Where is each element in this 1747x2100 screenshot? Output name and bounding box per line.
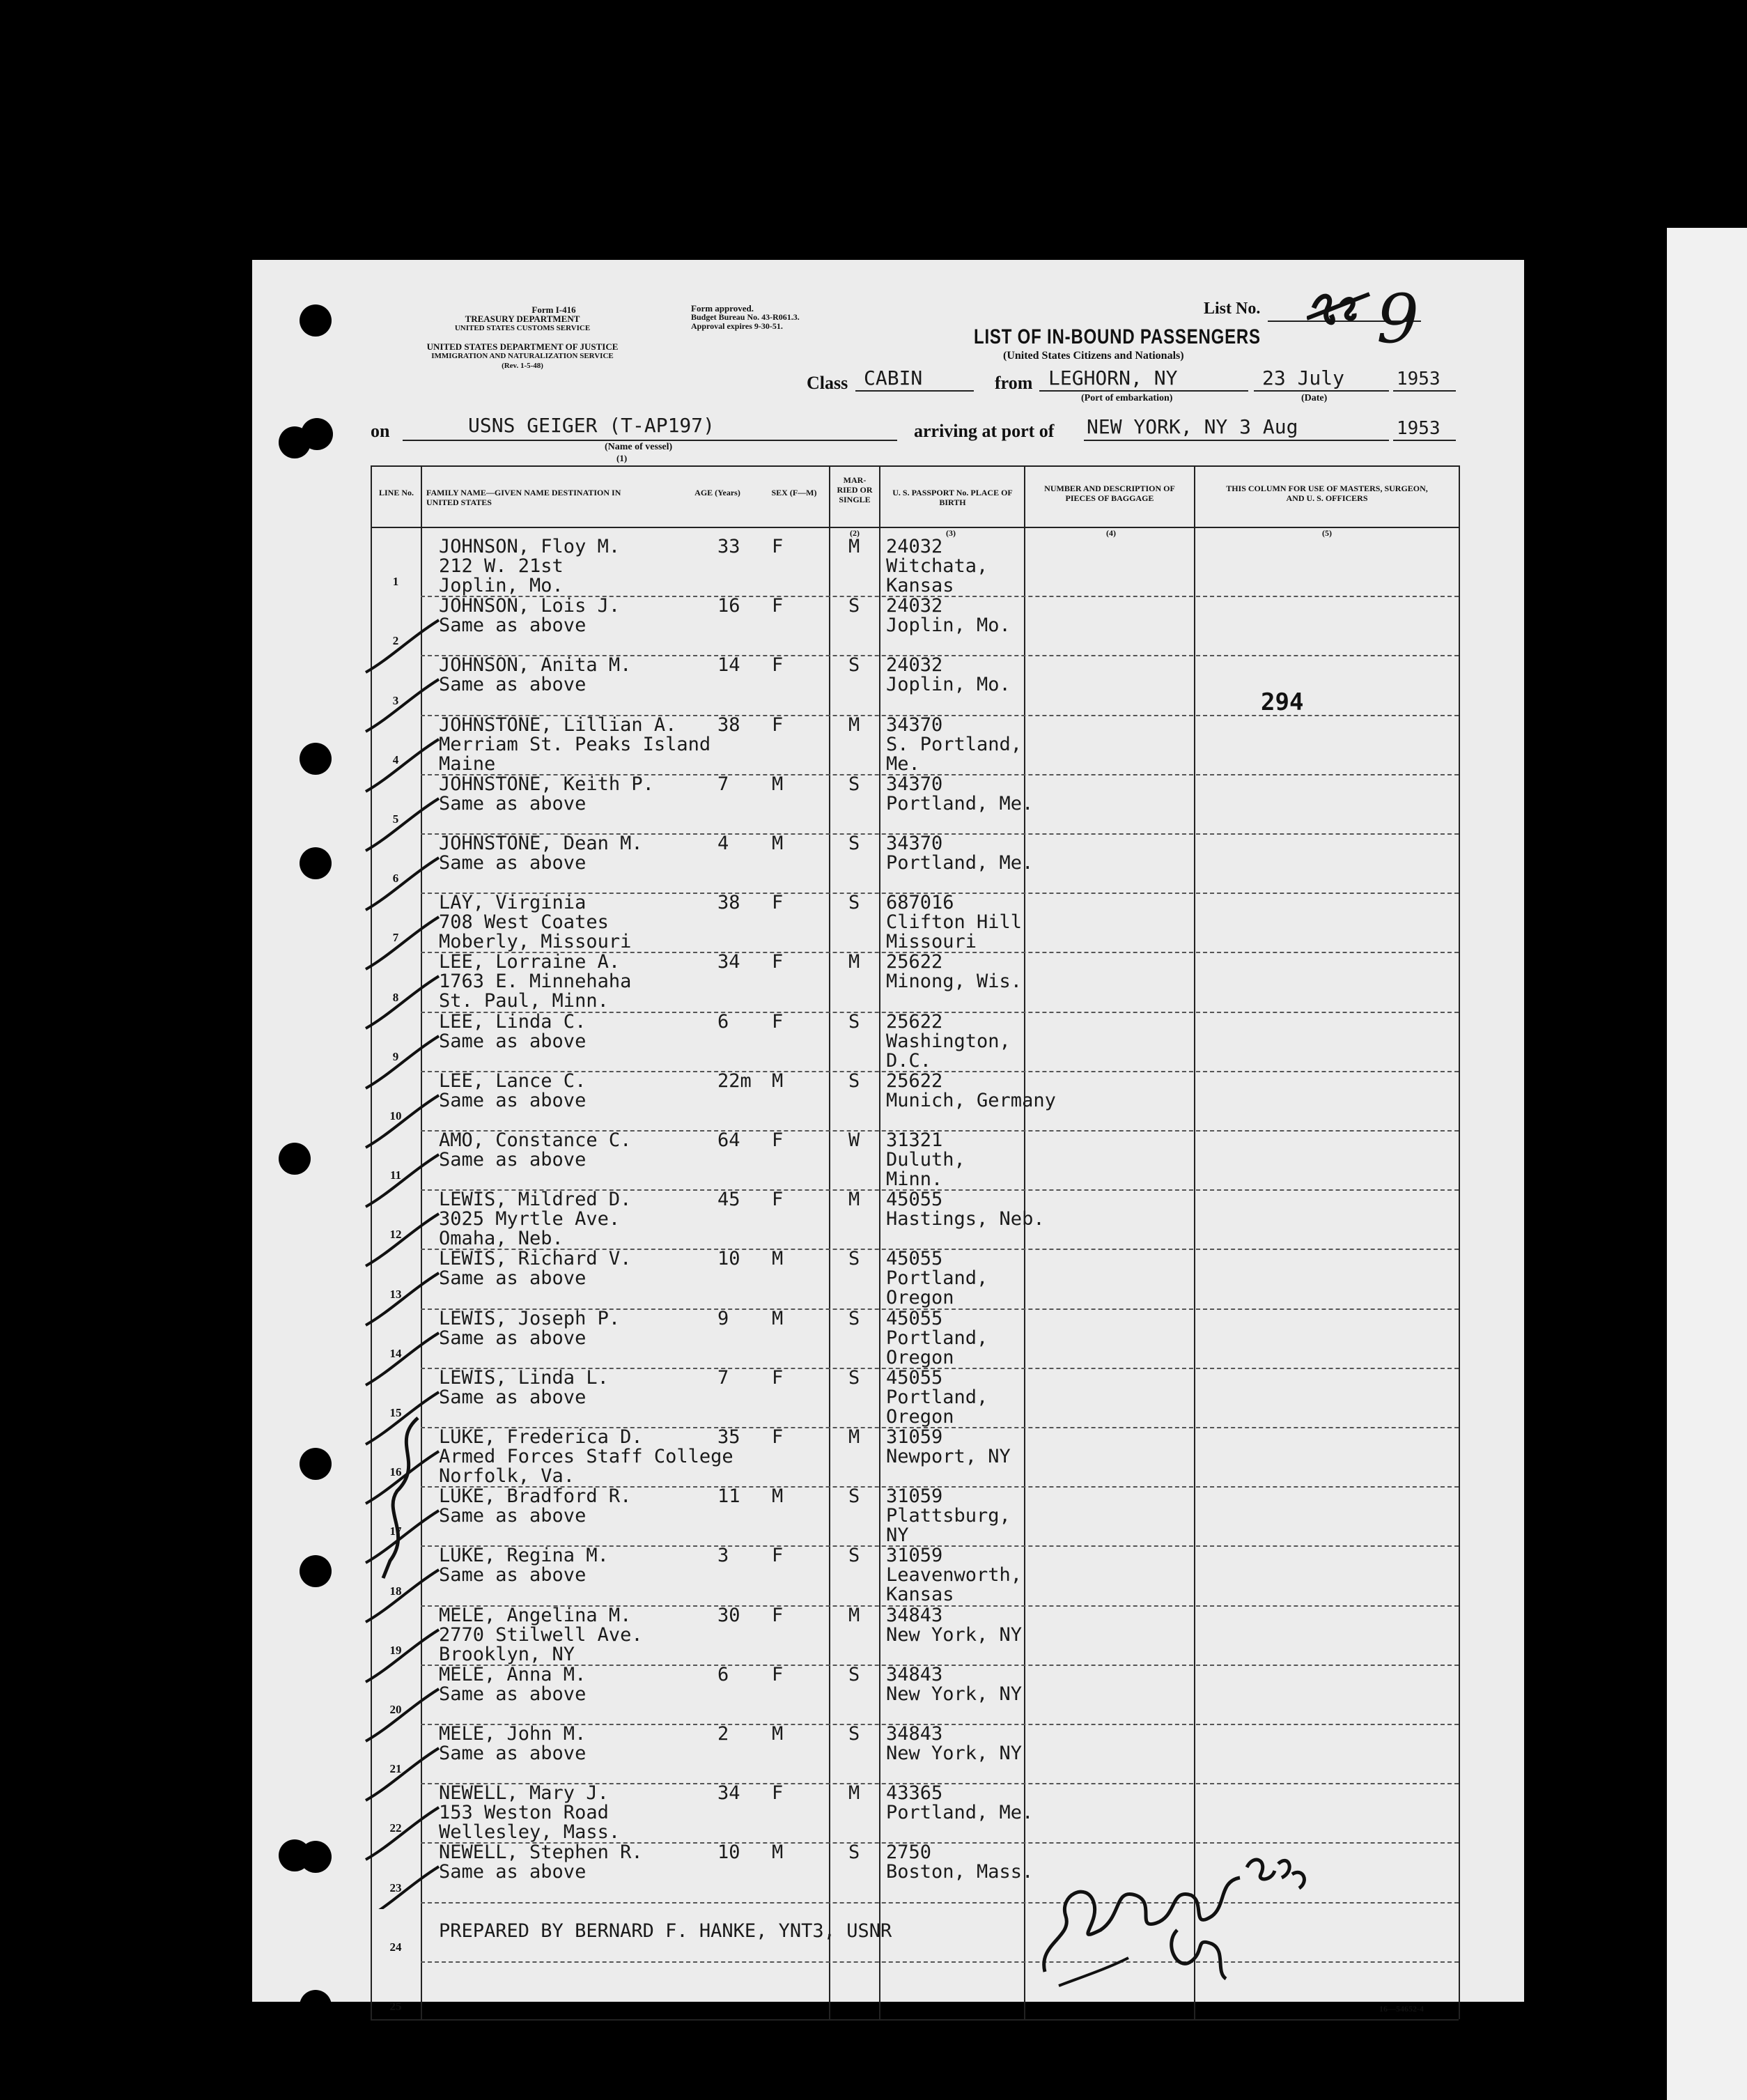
tick-mark <box>366 1748 439 1800</box>
passenger-age: 45 <box>717 1189 740 1210</box>
passenger-marital-status: S <box>848 1723 860 1745</box>
tick-mark <box>366 1867 439 1909</box>
passenger-sex: F <box>772 892 784 913</box>
place-of-birth: Clifton Hill <box>886 911 1023 933</box>
tick-mark <box>366 679 439 732</box>
date-underline <box>1254 390 1389 392</box>
passenger-destination: Same as above <box>439 1683 587 1705</box>
place-of-birth: New York, NY <box>886 1743 1023 1764</box>
passenger-name: JOHNSTONE, Lillian A. <box>439 714 677 736</box>
header-passport: U. S. PASSPORT No. PLACE OF BIRTH <box>892 488 1013 507</box>
passenger-sex: F <box>772 536 784 557</box>
passenger-age: 34 <box>717 1782 740 1804</box>
colno-5: (5) <box>1322 528 1332 538</box>
place-of-birth: Washington, <box>886 1030 1011 1052</box>
passport-number: 25622 <box>886 1011 943 1033</box>
header-baggage: NUMBER AND DESCRIPTION OF PIECES OF BAGGAGE <box>1044 484 1175 503</box>
line-number: 17 <box>389 1524 402 1538</box>
approval-expires: Approval expires 9-30-51. <box>691 321 783 331</box>
place-of-birth-line2: Oregon <box>886 1406 954 1428</box>
list-no-label: List No. <box>1204 300 1261 318</box>
class-value: CABIN <box>864 366 923 389</box>
place-of-birth: Portland, <box>886 1267 988 1289</box>
passenger-name: LEE, Lorraine A. <box>439 951 621 973</box>
passenger-name: LEWIS, Mildred D. <box>439 1189 632 1210</box>
passenger-age: 9 <box>717 1308 729 1329</box>
passport-number: 45055 <box>886 1308 943 1329</box>
customs-service: UNITED STATES CUSTOMS SERVICE <box>454 324 591 332</box>
line-number: 19 <box>389 1644 402 1657</box>
passport-number: 24032 <box>886 595 943 617</box>
passenger-marital-status: M <box>848 1189 860 1210</box>
line-number: 8 <box>392 991 399 1004</box>
from-underline <box>1039 390 1248 392</box>
passenger-destination: Same as above <box>439 1743 587 1764</box>
colno-2: (2) <box>850 528 860 538</box>
passport-number: 25622 <box>886 951 943 973</box>
document-subtitle: (United States Citizens and Nationals) <box>1003 350 1184 362</box>
table-bottom-rule <box>371 2019 1459 2021</box>
line-number: 18 <box>389 1584 402 1598</box>
binder-hole <box>300 304 332 337</box>
passenger-name: LUKE, Regina M. <box>439 1545 609 1566</box>
passenger-name: JOHNSON, Floy M. <box>439 536 621 557</box>
passenger-destination: 1763 E. Minnehaha <box>439 971 632 992</box>
port-of-embarkation: LEGHORN, NY <box>1048 366 1178 389</box>
arrival-year: 1953 <box>1397 418 1441 439</box>
passenger-name: LEWIS, Linda L. <box>439 1367 609 1389</box>
passenger-marital-status: S <box>848 773 860 795</box>
place-of-birth-line2: Kansas <box>886 575 954 596</box>
passport-number: 34370 <box>886 773 943 795</box>
passenger-marital-status: W <box>848 1129 860 1151</box>
passenger-destination: Same as above <box>439 852 587 874</box>
line-number: 7 <box>392 931 399 944</box>
passenger-sex: F <box>772 1426 784 1448</box>
port-caption: (Port of embarkation) <box>1081 393 1173 403</box>
passenger-sex: M <box>772 773 784 795</box>
passenger-destination: Same as above <box>439 1505 587 1527</box>
passenger-sex: F <box>772 1367 784 1389</box>
binder-hole <box>300 743 332 775</box>
line-number: 25 <box>389 2000 402 2013</box>
binder-hole <box>279 1143 311 1175</box>
passenger-sex: F <box>772 714 784 736</box>
place-of-birth: Duluth, <box>886 1149 965 1171</box>
place-of-birth: Portland, Me. <box>886 793 1034 814</box>
line-number: 3 <box>392 694 399 707</box>
place-of-birth: New York, NY <box>886 1683 1023 1705</box>
place-of-birth: New York, NY <box>886 1624 1023 1646</box>
vessel-caption: (Name of vessel) <box>605 442 673 452</box>
passport-number: 31059 <box>886 1426 943 1448</box>
passenger-destination: 708 West Coates <box>439 911 609 933</box>
header-officers: THIS COLUMN FOR USE OF MASTERS, SURGEON, AND U. S. OFFICERS <box>1226 484 1428 503</box>
passenger-marital-status: S <box>848 1664 860 1685</box>
tick-mark <box>366 1155 439 1207</box>
tick-mark <box>366 798 439 851</box>
passenger-sex: F <box>772 1782 784 1804</box>
passenger-age: 38 <box>717 714 740 736</box>
place-of-birth-line2: Oregon <box>886 1287 954 1308</box>
line-number: 5 <box>392 812 399 826</box>
colno-4: (4) <box>1106 528 1116 538</box>
passenger-name: LEE, Linda C. <box>439 1011 587 1033</box>
place-of-birth-line2: Missouri <box>886 931 977 952</box>
place-of-birth: Joplin, Mo. <box>886 674 1011 695</box>
passenger-name: LUKE, Frederica D. <box>439 1426 643 1448</box>
passenger-age: 30 <box>717 1605 740 1626</box>
passenger-age: 33 <box>717 536 740 557</box>
header-lineno: LINE No. <box>378 488 414 497</box>
place-of-birth: Portland, <box>886 1327 988 1349</box>
passenger-destination: Same as above <box>439 674 587 695</box>
passenger-marital-status: S <box>848 1367 860 1389</box>
colno-3: (3) <box>946 528 956 538</box>
passenger-sex: F <box>772 654 784 676</box>
passenger-destination: Merriam St. Peaks Island <box>439 734 711 755</box>
line-number: 22 <box>389 1821 402 1835</box>
header-name: FAMILY NAME—GIVEN NAME DESTINATION IN UNITED STATES <box>426 488 621 507</box>
tick-mark <box>366 976 439 1028</box>
year-underline <box>1393 390 1456 392</box>
place-of-birth: Joplin, Mo. <box>886 615 1011 636</box>
passenger-name: LEE, Lance C. <box>439 1070 587 1092</box>
tick-mark <box>366 1630 439 1682</box>
arriving-label: arriving at port of <box>914 421 1055 441</box>
passenger-sex: M <box>772 1723 784 1745</box>
passport-number: 34843 <box>886 1605 943 1626</box>
document-title: LIST OF IN-BOUND PASSENGERS <box>974 325 1261 348</box>
passenger-destination: Same as above <box>439 1149 587 1171</box>
passenger-sex: F <box>772 1664 784 1685</box>
passport-number: 34370 <box>886 714 943 736</box>
binder-hole <box>300 1448 332 1480</box>
tick-mark <box>366 1807 439 1860</box>
place-of-birth: Plattsburg, <box>886 1505 1011 1527</box>
passenger-age: 64 <box>717 1129 740 1151</box>
passenger-name: JOHNSTONE, Keith P. <box>439 773 654 795</box>
passport-number: 31059 <box>886 1485 943 1507</box>
from-label: from <box>995 373 1033 393</box>
passenger-age: 2 <box>717 1723 729 1745</box>
passenger-marital-status: S <box>848 1545 860 1566</box>
line-number: 15 <box>389 1406 402 1419</box>
list-no-value: 9 <box>1376 280 1420 358</box>
passenger-marital-status: S <box>848 833 860 854</box>
binder-hole <box>300 1555 332 1587</box>
place-of-birth: Portland, Me. <box>886 1802 1034 1823</box>
passport-number: 24032 <box>886 654 943 676</box>
line-number: 23 <box>389 1881 402 1894</box>
passenger-destination-line2: Norfolk, Va. <box>439 1465 575 1487</box>
passport-number: 31321 <box>886 1129 943 1151</box>
passenger-marital-status: S <box>848 1308 860 1329</box>
immigration-service: IMMIGRATION AND NATURALIZATION SERVICE <box>431 352 614 360</box>
passenger-name: AMO, Constance C. <box>439 1129 632 1151</box>
place-of-birth: Leavenworth, <box>886 1564 1023 1586</box>
signature-text <box>1115 1881 1119 1882</box>
passenger-age: 38 <box>717 892 740 913</box>
passenger-destination: 3025 Myrtle Ave. <box>439 1208 621 1230</box>
passenger-age: 7 <box>717 773 729 795</box>
tick-mark <box>366 1036 439 1088</box>
passenger-sex: M <box>772 1308 784 1329</box>
passport-number: 45055 <box>886 1367 943 1389</box>
passenger-destination: 2770 Stilwell Ave. <box>439 1624 643 1646</box>
binder-hole <box>300 1841 332 1873</box>
passenger-destination-line2: Omaha, Neb. <box>439 1228 564 1249</box>
class-label: Class <box>807 373 848 393</box>
passenger-name: MELE, Anna M. <box>439 1664 587 1685</box>
footer-code: 16—54652-4 <box>1379 2004 1424 2014</box>
line-number: 11 <box>389 1168 402 1182</box>
tick-mark <box>366 1095 439 1148</box>
place-of-birth: Minong, Wis. <box>886 971 1023 992</box>
col-divider-passport <box>1024 465 1025 2019</box>
on-label: on <box>371 421 390 441</box>
passenger-sex: F <box>772 1011 784 1033</box>
passenger-age: 11 <box>717 1485 740 1507</box>
passenger-sex: M <box>772 1070 784 1092</box>
passenger-destination: 153 Weston Road <box>439 1802 609 1823</box>
place-of-birth-line2: Minn. <box>886 1168 943 1190</box>
passenger-marital-status: S <box>848 1070 860 1092</box>
place-of-birth: Witchata, <box>886 555 988 577</box>
line-number: 1 <box>392 575 399 588</box>
passport-number: 687016 <box>886 892 954 913</box>
passenger-marital-status: S <box>848 654 860 676</box>
passenger-sex: M <box>772 1248 784 1269</box>
line-number: 20 <box>389 1703 402 1716</box>
passenger-marital-status: S <box>848 1842 860 1863</box>
passenger-marital-status: S <box>848 1011 860 1033</box>
passport-number: 34843 <box>886 1664 943 1685</box>
header-sex: SEX (F—M) <box>771 488 817 497</box>
passport-number: 24032 <box>886 536 943 557</box>
passenger-destination: 212 W. 21st <box>439 555 564 577</box>
passenger-age: 3 <box>717 1545 729 1566</box>
line-number: 24 <box>389 1940 402 1954</box>
passenger-age: 10 <box>717 1842 740 1863</box>
tick-mark <box>366 917 439 969</box>
form-number: Form I-416 <box>531 304 576 315</box>
place-of-birth: Newport, NY <box>886 1446 1011 1467</box>
passenger-sex: M <box>772 833 784 854</box>
passenger-age: 35 <box>717 1426 740 1448</box>
passport-number: 34370 <box>886 833 943 854</box>
passenger-destination: Same as above <box>439 1267 587 1289</box>
table-header-rule <box>371 527 1459 528</box>
departure-date: 23 July <box>1262 366 1345 389</box>
binder-hole <box>279 426 311 458</box>
passenger-name: MELE, Angelina M. <box>439 1605 632 1626</box>
passenger-age: 6 <box>717 1664 729 1685</box>
passenger-sex: M <box>772 1485 784 1507</box>
passenger-destination: Armed Forces Staff College <box>439 1446 733 1467</box>
passenger-marital-status: M <box>848 536 860 557</box>
passenger-marital-status: S <box>848 1248 860 1269</box>
passenger-marital-status: S <box>848 595 860 617</box>
arrival-underline <box>1084 440 1389 441</box>
officer-note: 294 <box>1261 688 1304 716</box>
passport-number: 45055 <box>886 1248 943 1269</box>
col-divider-sex <box>829 465 830 2019</box>
passport-number: 25622 <box>886 1070 943 1092</box>
adjacent-page-strip <box>1667 228 1747 2100</box>
table-top-rule <box>371 465 1459 467</box>
passenger-age: 4 <box>717 833 729 854</box>
place-of-birth: S. Portland, <box>886 734 1023 755</box>
handwritten-bracket <box>376 1414 439 1582</box>
place-of-birth: Portland, <box>886 1387 988 1408</box>
passenger-name: JOHNSTONE, Dean M. <box>439 833 643 854</box>
vessel-name: USNS GEIGER (T-AP197) <box>468 414 715 437</box>
place-of-birth: Portland, Me. <box>886 852 1034 874</box>
passenger-age: 22m <box>717 1070 752 1092</box>
passenger-age: 7 <box>717 1367 729 1389</box>
line-number: 16 <box>389 1465 402 1479</box>
passenger-destination-line2: Joplin, Mo. <box>439 575 564 596</box>
departure-year: 1953 <box>1397 369 1441 389</box>
passenger-marital-status: S <box>848 1485 860 1507</box>
passenger-destination: Same as above <box>439 1327 587 1349</box>
passenger-destination: Same as above <box>439 793 587 814</box>
tick-mark <box>366 620 439 672</box>
line-number: 13 <box>389 1288 402 1301</box>
passenger-destination-line2: Maine <box>439 753 496 775</box>
passport-number: 43365 <box>886 1782 943 1804</box>
passenger-marital-status: M <box>848 714 860 736</box>
header-married: MAR- RIED OR SINGLE <box>837 475 873 504</box>
form-approved: Form approved. <box>691 303 754 314</box>
passenger-sex: F <box>772 1545 784 1566</box>
passenger-destination-line2: Moberly, Missouri <box>439 931 632 952</box>
place-of-birth: Boston, Mass. <box>886 1861 1034 1883</box>
passenger-destination-line2: Brooklyn, NY <box>439 1644 575 1665</box>
year2-underline <box>1393 440 1456 441</box>
binder-hole <box>300 847 332 879</box>
line-number: 14 <box>389 1347 402 1360</box>
passenger-sex: F <box>772 595 784 617</box>
table-right-border <box>1459 465 1460 2019</box>
passenger-name: LUKE, Bradford R. <box>439 1485 632 1507</box>
passenger-age: 16 <box>717 595 740 617</box>
tick-mark <box>366 1689 439 1741</box>
passenger-marital-status: M <box>848 1426 860 1448</box>
place-of-birth-line2: D.C. <box>886 1050 932 1072</box>
tick-mark <box>366 1333 439 1385</box>
passport-number: 45055 <box>886 1189 943 1210</box>
passenger-sex: F <box>772 1189 784 1210</box>
line-number: 21 <box>389 1762 402 1775</box>
passenger-name: NEWELL, Stephen R. <box>439 1842 643 1863</box>
check-marks <box>334 571 474 1909</box>
passenger-marital-status: M <box>848 1605 860 1626</box>
passenger-name: LAY, Virginia <box>439 892 587 913</box>
passenger-destination: Same as above <box>439 615 587 636</box>
passenger-name: LEWIS, Richard V. <box>439 1248 632 1269</box>
officer-signature <box>1017 1839 1323 1993</box>
passport-number: 34843 <box>886 1723 943 1745</box>
prepared-by: PREPARED BY BERNARD F. HANKE, YNT3, USNR <box>439 1920 892 1942</box>
line-number: 6 <box>392 872 399 885</box>
line-number: 2 <box>392 634 399 647</box>
passenger-destination: Same as above <box>439 1090 587 1111</box>
tick-mark <box>366 1273 439 1325</box>
place-of-birth-line2: Kansas <box>886 1584 954 1605</box>
line-number: 4 <box>392 753 399 766</box>
passenger-sex: F <box>772 1129 784 1151</box>
passenger-name: NEWELL, Mary J. <box>439 1782 609 1804</box>
passenger-destination: Same as above <box>439 1861 587 1883</box>
passenger-marital-status: M <box>848 1782 860 1804</box>
date-caption: (Date) <box>1301 393 1328 403</box>
budget-bureau-no: Budget Bureau No. 43-R061.3. <box>691 312 800 322</box>
place-of-birth: Munich, Germany <box>886 1090 1056 1111</box>
line-number: 12 <box>389 1228 402 1241</box>
treasury-department: TREASURY DEPARTMENT <box>465 314 580 324</box>
line-number: 10 <box>389 1109 402 1122</box>
col-divider-married <box>879 465 880 2019</box>
passenger-name: LEWIS, Joseph P. <box>439 1308 621 1329</box>
passenger-age: 6 <box>717 1011 729 1033</box>
revision-date: (Rev. 1-5-48) <box>502 362 543 370</box>
vessel-underline <box>403 440 897 441</box>
passenger-name: JOHNSON, Lois J. <box>439 595 621 617</box>
place-of-birth-line2: Oregon <box>886 1347 954 1368</box>
col-divider-baggage <box>1194 465 1195 2019</box>
tick-mark <box>366 739 439 792</box>
tick-mark <box>366 1214 439 1266</box>
header-age: AGE (Years) <box>694 488 740 497</box>
passenger-marital-status: S <box>848 892 860 913</box>
passenger-destination: Same as above <box>439 1387 587 1408</box>
tick-mark <box>366 858 439 910</box>
passenger-destination: Same as above <box>439 1030 587 1052</box>
passport-number: 2750 <box>886 1842 932 1863</box>
passenger-destination-line2: St. Paul, Minn. <box>439 990 609 1012</box>
passenger-age: 10 <box>717 1248 740 1269</box>
passport-number: 31059 <box>886 1545 943 1566</box>
passenger-age: 34 <box>717 951 740 973</box>
passenger-sex: M <box>772 1842 784 1863</box>
place-of-birth: Hastings, Neb. <box>886 1208 1045 1230</box>
place-of-birth-line2: Me. <box>886 753 920 775</box>
class-underline <box>855 390 974 392</box>
port-of-arrival: NEW YORK, NY 3 Aug <box>1087 415 1298 438</box>
passenger-age: 14 <box>717 654 740 676</box>
binder-hole <box>300 1990 332 2022</box>
passenger-sex: F <box>772 951 784 973</box>
department-of-justice: UNITED STATES DEPARTMENT OF JUSTICE <box>426 341 619 352</box>
passenger-destination: Same as above <box>439 1564 587 1586</box>
passenger-marital-status: M <box>848 951 860 973</box>
line-number: 9 <box>392 1050 399 1063</box>
passenger-destination-line2: Wellesley, Mass. <box>439 1821 621 1843</box>
vessel-colno: (1) <box>616 453 628 463</box>
passenger-name: MELE, John M. <box>439 1723 587 1745</box>
place-of-birth-line2: NY <box>886 1524 909 1546</box>
passenger-sex: F <box>772 1605 784 1626</box>
passenger-name: JOHNSON, Anita M. <box>439 654 632 676</box>
